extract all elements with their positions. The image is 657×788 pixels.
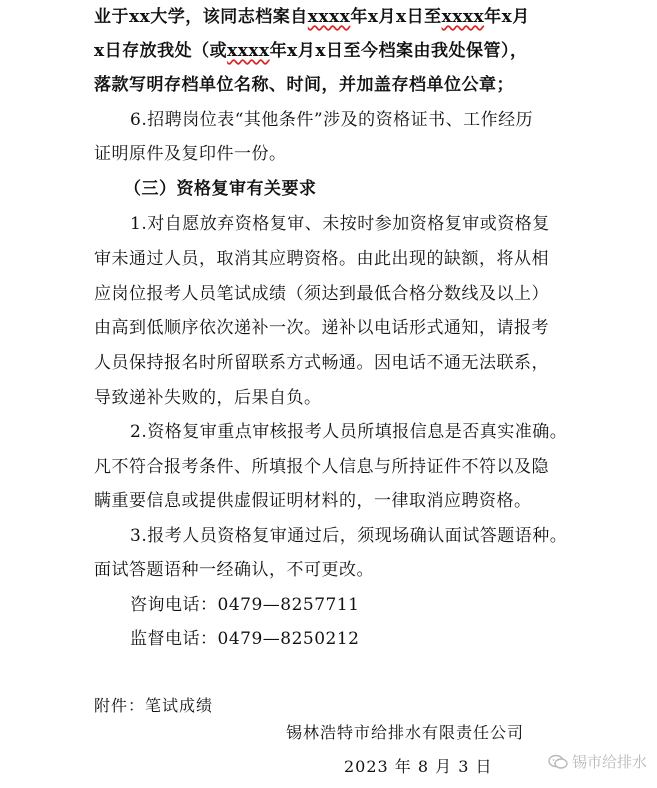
para-req-2-line-2: 凡不符合报考条件、所填报个人信息与所持证件不符以及隐 (94, 457, 549, 477)
placeholder-year: xxxx (441, 7, 485, 27)
signature-org: 锡林浩特市给排水有限责任公司 (286, 723, 525, 742)
placeholder-year: xxxx (227, 41, 270, 61)
text-segment: x日存放我处（或 (94, 41, 228, 61)
watermark-text: 锡市给排水 (571, 753, 647, 771)
para-archive-line-2 (94, 40, 527, 62)
para-req-3-line-1: 3.报考人员资格复审通过后，须现场确认面试答题语种。 (130, 526, 568, 546)
text-segment: 年x月 (484, 7, 530, 27)
para-req-1-line-4: 由高到低顺序依次递补一次。递补以电话形式通知，请报考 (94, 318, 549, 338)
para-req-2-line-1: 2.资格复审重点审核报考人员所填报信息是否真实准确。 (130, 422, 568, 442)
para-req-1-line-2: 审未通过人员，取消其应聘资格。由此出现的缺额，将从相 (94, 249, 549, 269)
para-item-6-line-2: 证明原件及复印件一份。 (94, 144, 287, 164)
para-req-2-line-3: 瞒重要信息或提供虚假证明材料的，一律取消应聘资格。 (94, 491, 532, 511)
para-req-1-line-5: 人员保持报名时所留联系方式畅通。因电话不通无法联系， (94, 353, 549, 373)
consult-phone: 咨询电话：0479—8257711 (130, 595, 360, 615)
para-req-1-line-1: 1.对自愿放弃资格复审、未按时参加资格复审或资格复 (130, 214, 550, 234)
para-archive-line-1 (94, 6, 530, 28)
para-req-1-line-6: 导致递补失败的，后果自负。 (94, 388, 322, 408)
text-segment: 业于xx大学，该同志档案自 (94, 7, 308, 27)
text-segment: 年x月x日至 (350, 7, 442, 27)
wechat-watermark (548, 751, 647, 772)
para-archive-line-3: 落款写明存档单位名称、时间，并加盖存档单位公章； (94, 75, 514, 95)
para-item-6-line-1: 6.招聘岗位表“其他条件”涉及的资格证书、工作经历 (130, 110, 534, 130)
wechat-icon (548, 754, 568, 770)
text-segment: 年x月x日至今档案由我处保管）， (269, 41, 528, 61)
attachment-note: 附件：笔试成绩 (94, 696, 214, 715)
signature-date: 2023 年 8 月 3 日 (344, 757, 493, 776)
supervise-phone: 监督电话：0479—8250212 (130, 629, 360, 649)
section-heading-3: （三）资格复审有关要求 (124, 179, 317, 199)
placeholder-year: xxxx (307, 7, 351, 27)
para-req-1-line-3: 应岗位报考人员笔试成绩（须达到最低合格分数线及以上） (94, 284, 549, 304)
para-req-3-line-2: 面试答题语种一经确认，不可更改。 (94, 560, 374, 580)
